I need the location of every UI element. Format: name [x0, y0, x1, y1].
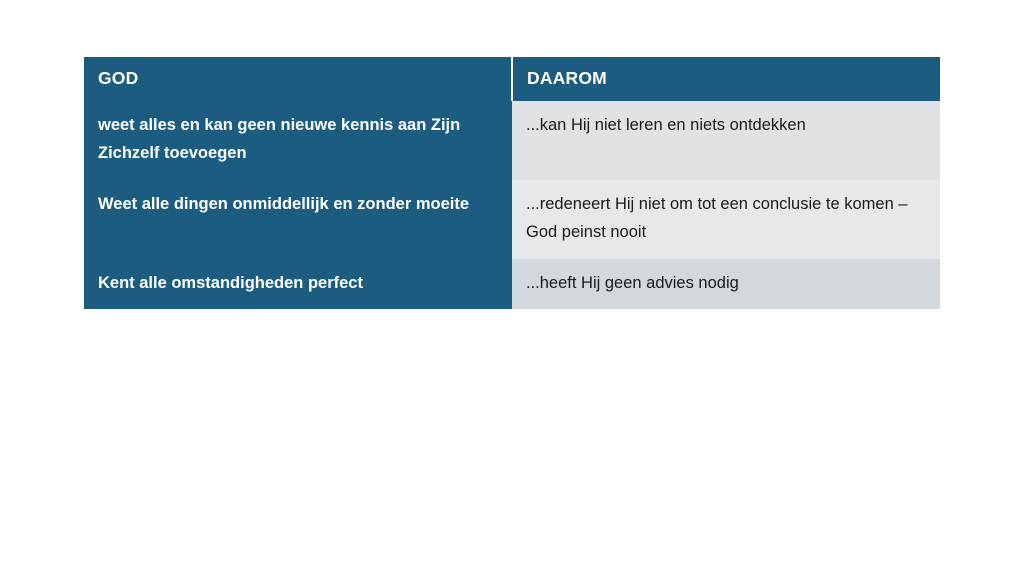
table-row	[84, 101, 940, 180]
column-header-god: GOD	[84, 57, 512, 101]
table-head	[84, 57, 940, 101]
table-body	[84, 101, 940, 309]
row-3-god-cell: Kent alle omstandigheden perfect	[84, 259, 512, 309]
row-3-daarom-cell: ...heeft Hij geen advies nodig	[512, 259, 940, 309]
row-1-daarom-cell: ...kan Hij niet leren en niets ontdekken	[512, 101, 940, 180]
column-header-daarom: DAAROM	[512, 57, 940, 101]
table-row	[84, 259, 940, 309]
row-1-god-cell: weet alles en kan geen nieuwe kennis aan Zijn Zichzelf toevoegen	[84, 101, 512, 180]
table-header-row	[84, 57, 940, 101]
comparison-table-wrapper	[84, 57, 940, 309]
table-row	[84, 180, 940, 259]
row-2-god-cell: Weet alle dingen onmiddellijk en zonder moeite	[84, 180, 512, 259]
comparison-table	[84, 57, 940, 309]
row-2-daarom-cell: ...redeneert Hij niet om tot een conclusie te komen – God peinst nooit	[512, 180, 940, 259]
